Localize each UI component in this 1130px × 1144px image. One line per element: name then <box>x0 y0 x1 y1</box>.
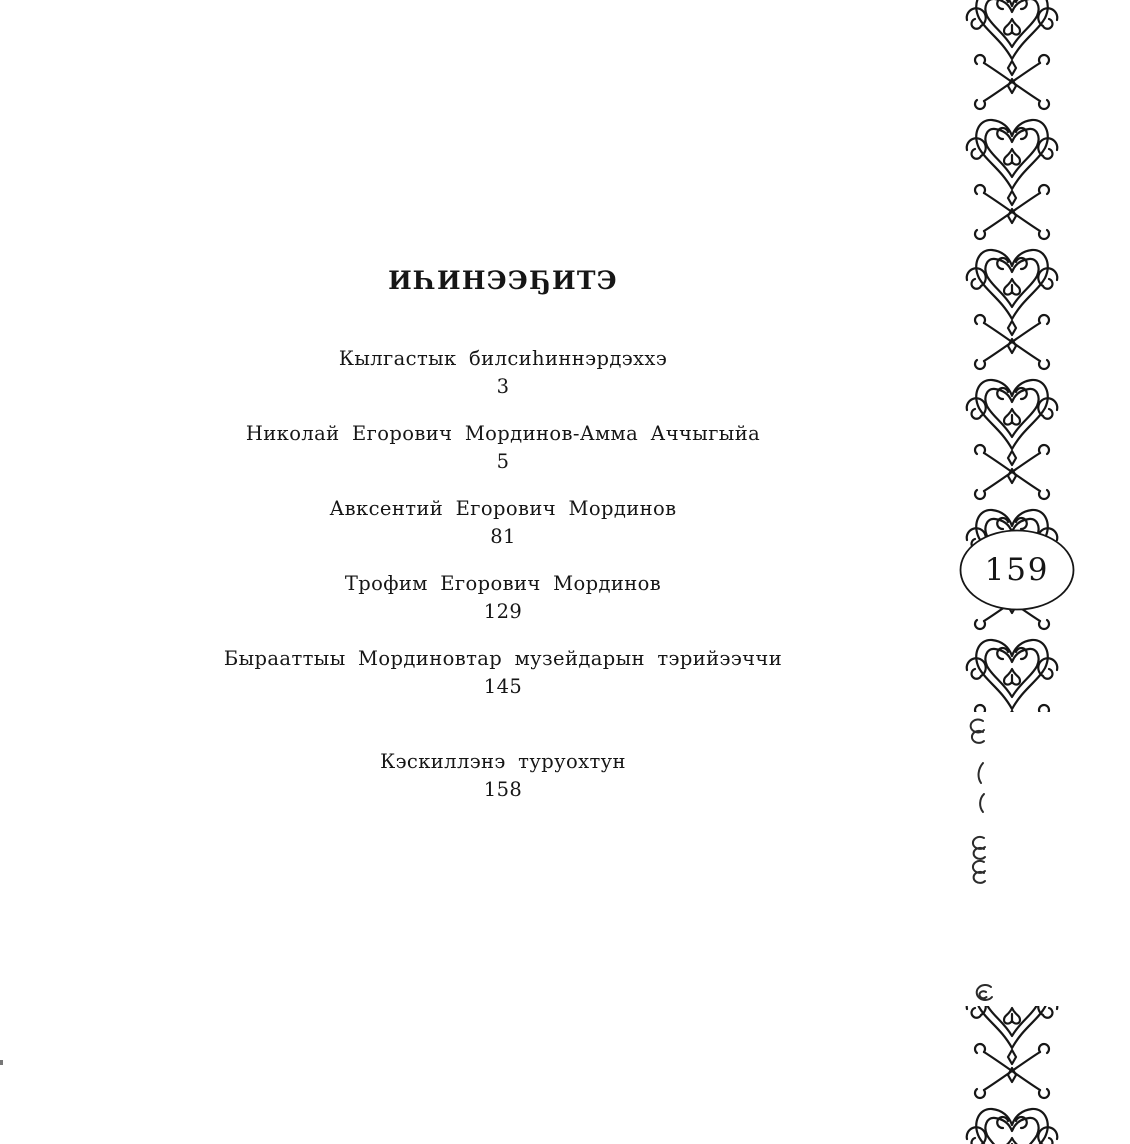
toc-entry-page: 81 <box>490 525 516 548</box>
ornament-border-bottom <box>960 1006 1064 1144</box>
page-title: ИҺИНЭЭҔИТЭ <box>388 266 618 295</box>
ornament-fragment <box>980 794 984 812</box>
ornament-fragments <box>955 705 1015 1015</box>
toc-entry-page: 3 <box>496 375 510 398</box>
toc-entry-title: Кылгастык билсиһиннэрдэххэ <box>338 347 668 370</box>
toc-entry-title: Авксентий Егорович Мординов <box>329 497 677 520</box>
toc-entry-page: 5 <box>496 450 510 473</box>
page-number: 159 <box>984 552 1050 588</box>
toc-entry-page: 145 <box>483 675 523 698</box>
toc-entry-page: 129 <box>483 600 523 623</box>
toc-entry-title: Николай Егорович Мординов-Амма Аччыгыйа <box>245 422 761 445</box>
toc-entry-page: 158 <box>483 778 523 801</box>
ornament-fragment <box>979 763 983 783</box>
toc-entry-title: Трофим Егорович Мординов <box>344 572 662 595</box>
scan-artifact <box>0 1060 3 1065</box>
toc-entry-title: Бырааттыы Мординовтар музейдарын тэрийээччи <box>223 647 783 670</box>
toc-entry-title: Кэскиллэнэ туруохтун <box>380 750 626 773</box>
ornament-fragment <box>979 991 986 998</box>
